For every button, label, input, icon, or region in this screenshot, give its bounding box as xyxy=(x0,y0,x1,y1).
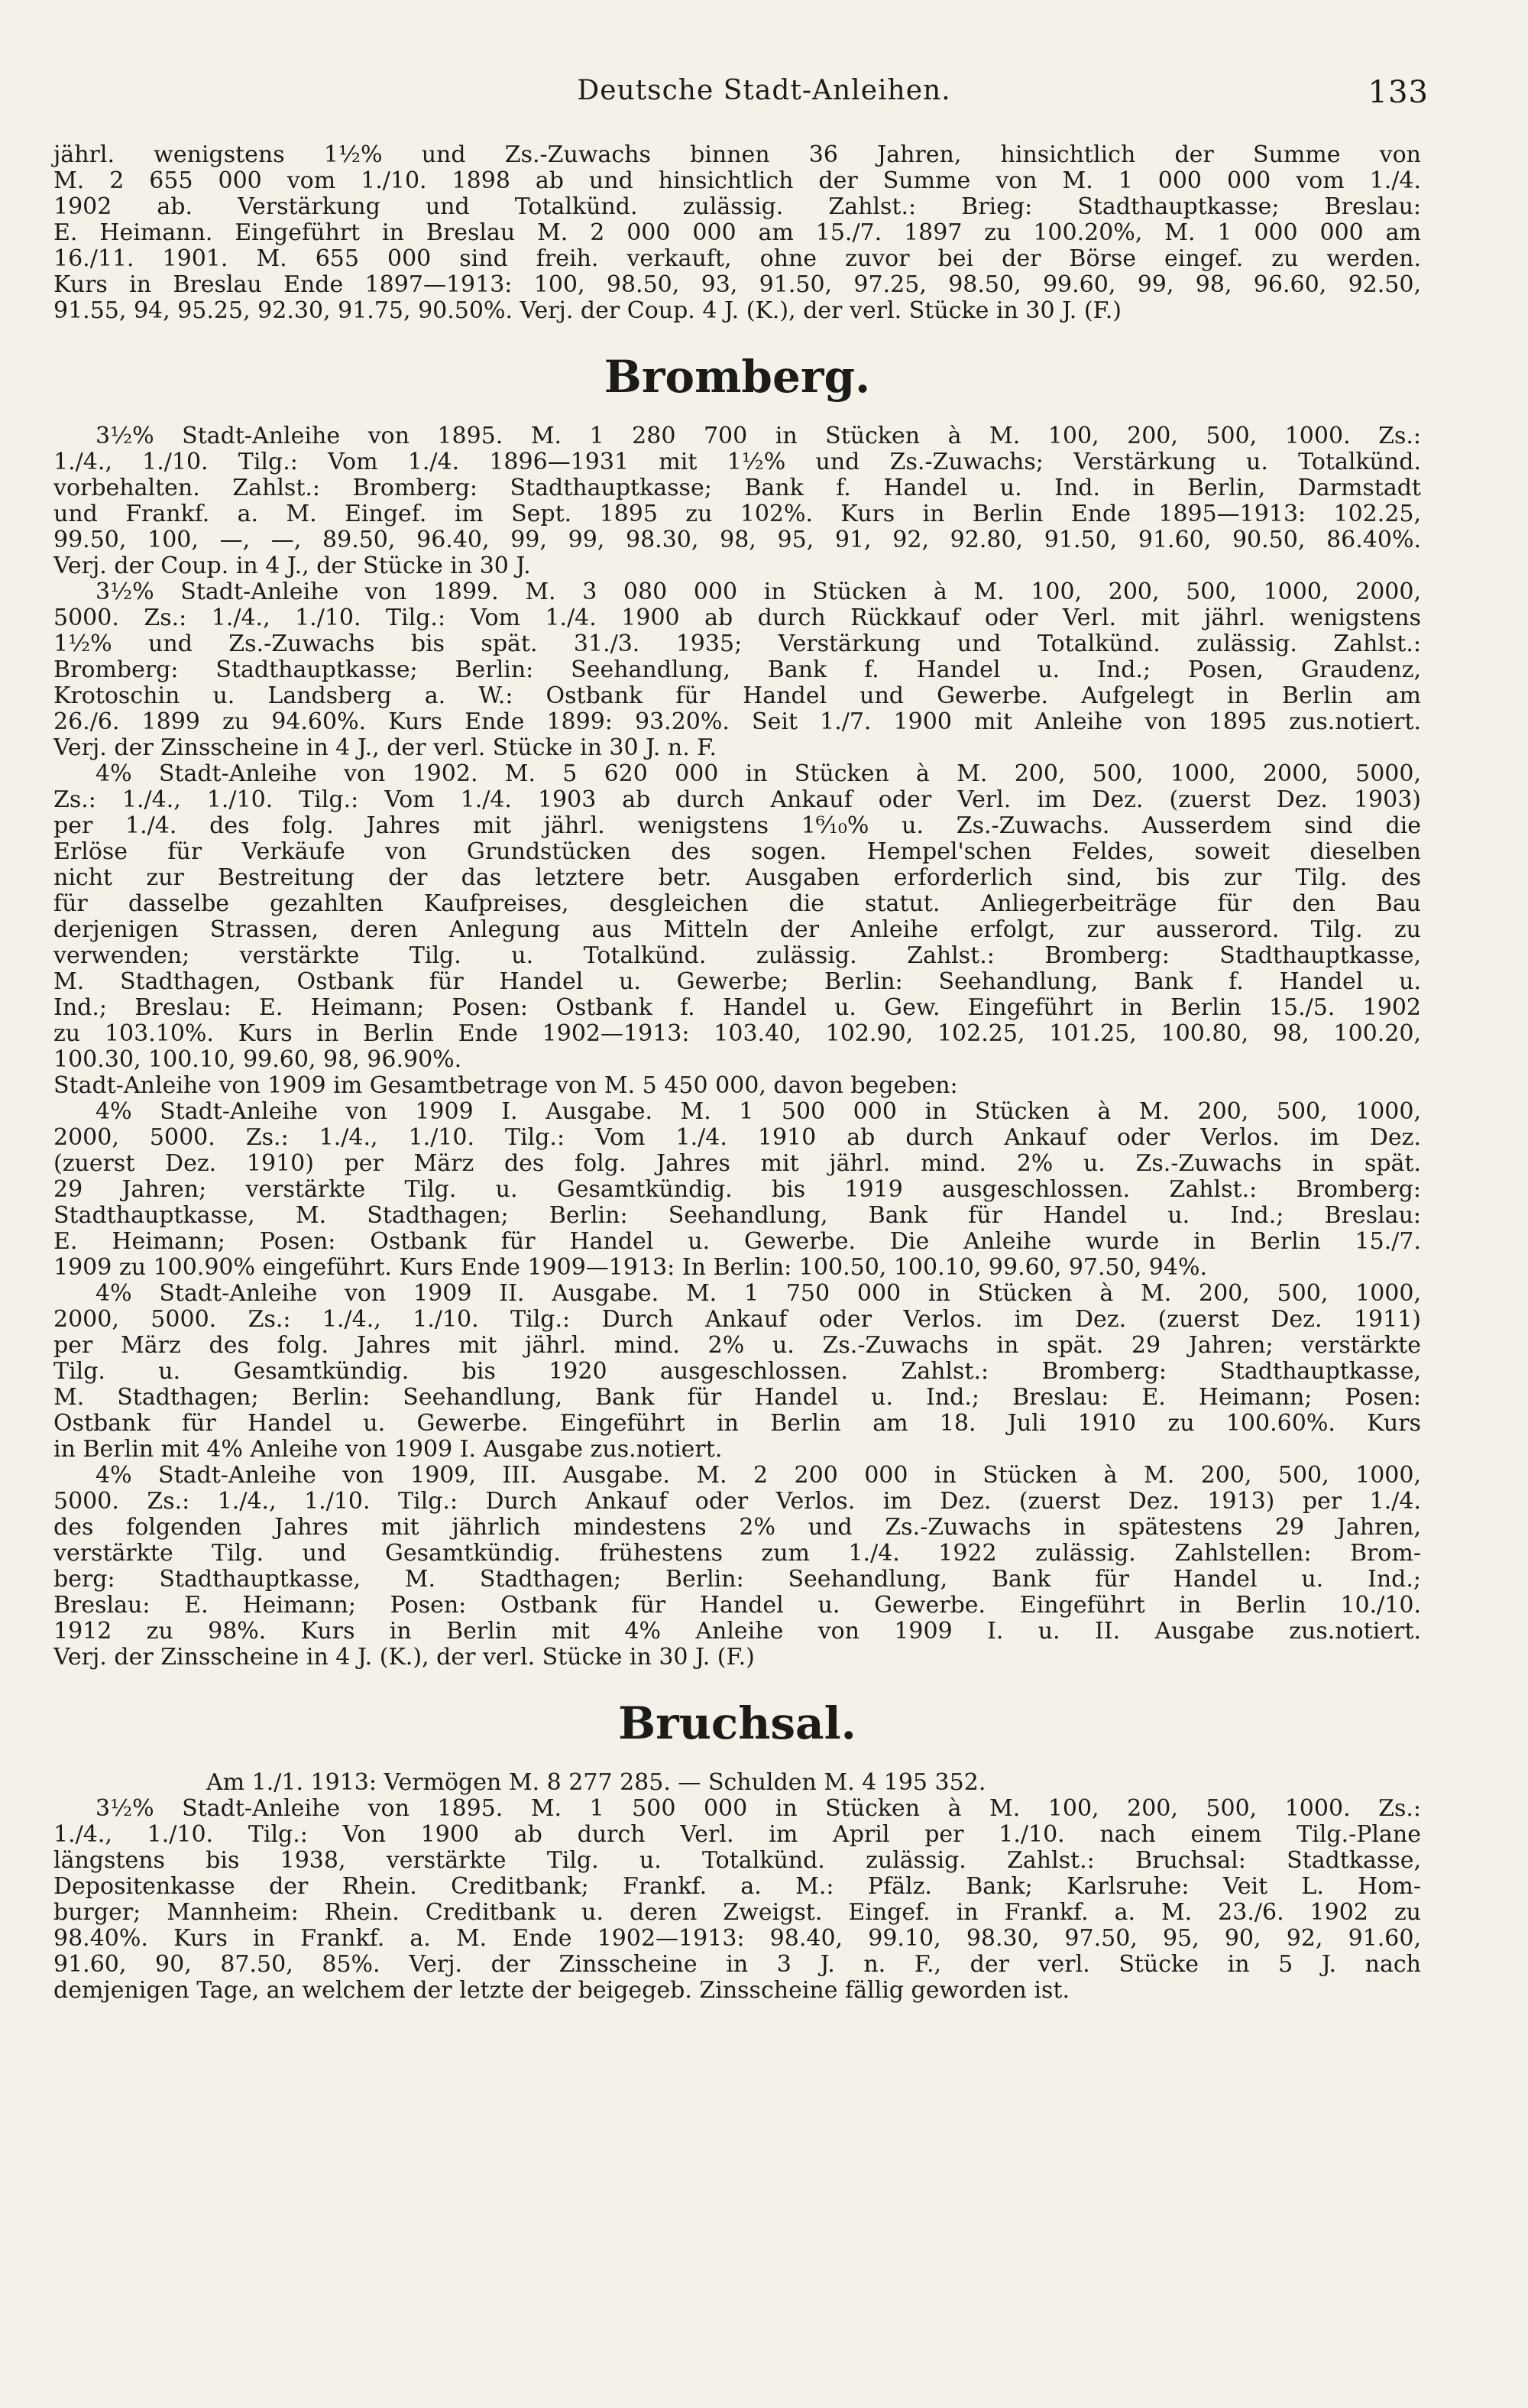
city-heading-bromberg: Bromberg. xyxy=(604,351,871,403)
text-line: 91.60, 90, 87.50, 85%. Verj. der Zinsscheine in 3 J. n. F., der verl. Stücke in 5 J. nach xyxy=(53,1951,1421,1978)
text-line: 3½% Stadt-Anleihe von 1895. M. 1 280 700 in Stücken à M. 100, 200, 500, 1000. Zs.: xyxy=(96,423,1421,449)
text-line: 1909 zu 100.90% eingeführt. Kurs Ende 1909—1913: In Berlin: 100.50, 100.10, 99.60, 97.50, 94%. xyxy=(53,1254,1208,1281)
text-line: Tilg. u. Gesamtkündig. bis 1920 ausgeschlossen. Zahlst.: Bromberg: Stadthauptkasse, xyxy=(53,1358,1421,1385)
text-line: berg: Stadthauptkasse, M. Stadthagen; Berlin: Seehandlung, Bank für Handel u. Ind.; xyxy=(53,1566,1421,1593)
text-line: burger; Mannheim: Rhein. Creditbank u. deren Zweigst. Eingef. in Frankf. a. M. 23./6. 1902 zu xyxy=(53,1899,1421,1926)
city-heading-bruchsal: Bruchsal. xyxy=(618,1697,856,1749)
loan-entry-1909-i xyxy=(53,1099,1421,1281)
loan-entry-1909-iii xyxy=(53,1463,1421,1671)
text-line: 16./11. 1901. M. 655 000 sind freih. verkauft, ohne zuvor bei der Börse eingef. zu werden. xyxy=(53,245,1421,272)
text-line: 1./4., 1./10. Tilg.: Von 1900 ab durch Verl. im April per 1./10. nach einem Tilg.-Plane xyxy=(53,1821,1421,1848)
text-line: verwenden; verstärkte Tilg. u. Totalkünd. zulässig. Zahlst.: Bromberg: Stadthauptkasse, xyxy=(53,942,1421,969)
text-line: zu 103.10%. Kurs in Berlin Ende 1902—1913: 103.40, 102.90, 102.25, 101.25, 100.80, 98, 100.20, xyxy=(53,1020,1421,1047)
page-header xyxy=(0,75,1528,113)
page-number: 133 xyxy=(1368,75,1429,110)
text-line: 1½% und Zs.-Zuwachs bis spät. 31./3. 1935; Verstärkung und Totalkünd. zulässig. Zahlst.: xyxy=(53,630,1421,657)
text-line: längstens bis 1938, verstärkte Tilg. u. Totalkünd. zulässig. Zahlst.: Bruchsal: Stadtkasse, xyxy=(53,1847,1421,1874)
loan-entry-1895 xyxy=(53,423,1421,579)
text-line: 2000, 5000. Zs.: 1./4., 1./10. Tilg.: Vom 1./4. 1910 ab durch Ankauf oder Verlos. im Dez. xyxy=(53,1124,1421,1151)
text-line: Depositenkasse der Rhein. Creditbank; Frankf. a. M.: Pfälz. Bank; Karlsruhe: Veit L. Hom- xyxy=(53,1873,1421,1900)
text-line: 98.40%. Kurs in Frankf. a. M. Ende 1902—1913: 98.40, 99.10, 98.30, 97.50, 95, 90, 92, 91.60, xyxy=(53,1925,1421,1952)
text-line: und Frankf. a. M. Eingef. im Sept. 1895 zu 102%. Kurs in Berlin Ende 1895—1913: 102.25, xyxy=(53,501,1421,527)
text-line: (zuerst Dez. 1910) per März des folg. Jahres mit jährl. mind. 2% u. Zs.-Zuwachs in spät. xyxy=(53,1150,1421,1177)
text-line: E. Heimann; Posen: Ostbank für Handel u. Gewerbe. Die Anleihe wurde in Berlin 15./7. xyxy=(53,1228,1421,1255)
text-line: M. Stadthagen, Ostbank für Handel u. Gewerbe; Berlin: Seehandlung, Bank f. Handel u. xyxy=(53,968,1421,995)
text-line: des folgenden Jahres mit jährlich mindestens 2% und Zs.-Zuwachs in spätestens 29 Jahren, xyxy=(53,1514,1421,1541)
text-line: E. Heimann. Eingeführt in Breslau M. 2 000 000 am 15./7. 1897 zu 100.20%, M. 1 000 000 am xyxy=(53,219,1421,246)
text-line: Stadt-Anleihe von 1909 im Gesamtbetrage von M. 5 450 000, davon begeben: xyxy=(53,1072,958,1099)
text-line: 4% Stadt-Anleihe von 1902. M. 5 620 000 in Stücken à M. 200, 500, 1000, 2000, 5000, xyxy=(96,760,1421,787)
text-line: 3½% Stadt-Anleihe von 1899. M. 3 080 000 in Stücken à M. 100, 200, 500, 1000, 2000, xyxy=(96,579,1421,605)
text-line: Kurs in Breslau Ende 1897—1913: 100, 98.50, 93, 91.50, 97.25, 98.50, 99.60, 99, 98, 96.60, 92.50, xyxy=(53,271,1421,298)
text-line: für dasselbe gezahlten Kaufpreises, desgleichen die statut. Anliegerbeiträge für den Bau xyxy=(53,890,1421,917)
text-line: Krotoschin u. Landsberg a. W.: Ostbank für Handel und Gewerbe. Aufgelegt in Berlin am xyxy=(53,682,1421,709)
loan-entry-1909-ii xyxy=(53,1281,1421,1463)
text-line: jährl. wenigstens 1½% und Zs.-Zuwachs binnen 36 Jahren, hinsichtlich der Summe von xyxy=(53,141,1421,168)
text-line: verstärkte Tilg. und Gesamtkündig. frühestens zum 1./4. 1922 zulässig. Zahlstellen: Brom- xyxy=(53,1540,1421,1567)
text-line: 4% Stadt-Anleihe von 1909, III. Ausgabe. M. 2 200 000 in Stücken à M. 200, 500, 1000, xyxy=(96,1462,1421,1489)
text-line: M. Stadthagen; Berlin: Seehandlung, Bank für Handel u. Ind.; Breslau: E. Heimann; Posen: xyxy=(53,1384,1421,1411)
finance-note: Am 1./1. 1913: Vermögen M. 8 277 285. — Schulden M. 4 195 352. xyxy=(206,1769,986,1796)
continued-entry xyxy=(53,142,1421,324)
text-line: 29 Jahren; verstärkte Tilg. u. Gesamtkündig. bis 1919 ausgeschlossen. Zahlst.: Bromberg: xyxy=(53,1176,1421,1203)
text-line: 26./6. 1899 zu 94.60%. Kurs Ende 1899: 93.20%. Seit 1./7. 1900 mit Anleihe von 1895 zus.notiert. xyxy=(53,708,1421,735)
text-line: per 1./4. des folg. Jahres mit jährl. wenigstens 1⁶⁄₁₀% u. Zs.-Zuwachs. Ausserdem sind die xyxy=(53,812,1421,839)
loan-entry-1902 xyxy=(53,761,1421,1073)
loan-entry-1899 xyxy=(53,579,1421,761)
text-line: Stadthauptkasse, M. Stadthagen; Berlin: Seehandlung, Bank für Handel u. Ind.; Breslau: xyxy=(53,1202,1421,1229)
text-line: derjenigen Strassen, deren Anlegung aus Mitteln der Anleihe erfolgt, zur ausserord. Tilg. zu xyxy=(53,916,1421,943)
page-body xyxy=(53,142,1421,2004)
text-line: 1./4., 1./10. Tilg.: Vom 1./4. 1896—1931 mit 1½% und Zs.-Zuwachs; Verstärkung u. Totalkünd. xyxy=(53,449,1421,475)
text-line: 4% Stadt-Anleihe von 1909 I. Ausgabe. M. 1 500 000 in Stücken à M. 200, 500, 1000, xyxy=(96,1098,1421,1125)
text-line: per März des folg. Jahres mit jährl. mind. 2% u. Zs.-Zuwachs in spät. 29 Jahren; verstärkte xyxy=(53,1332,1421,1359)
text-line: 91.55, 94, 95.25, 92.30, 91.75, 90.50%. Verj. der Coup. 4 J. (K.), der verl. Stücke in 30 J. (F.) xyxy=(53,297,1122,324)
text-line: 99.50, 100, —, —, 89.50, 96.40, 99, 99, 98.30, 98, 95, 91, 92, 92.80, 91.50, 91.60, 90.50, 86.40%. xyxy=(53,527,1421,553)
loan-entry-1909-summary xyxy=(53,1073,1421,1099)
text-line: 4% Stadt-Anleihe von 1909 II. Ausgabe. M. 1 750 000 in Stücken à M. 200, 500, 1000, xyxy=(96,1280,1421,1307)
text-line: 100.30, 100.10, 99.60, 98, 96.90%. xyxy=(53,1046,462,1073)
text-line: 5000. Zs.: 1./4., 1./10. Tilg.: Vom 1./4. 1900 ab durch Rückkauf oder Verl. mit jährl. wenigstens xyxy=(53,604,1421,631)
text-line: Ostbank für Handel u. Gewerbe. Eingeführt in Berlin am 18. Juli 1910 zu 100.60%. Kurs xyxy=(53,1410,1421,1437)
text-line: Breslau: E. Heimann; Posen: Ostbank für Handel u. Gewerbe. Eingeführt in Berlin 10./10. xyxy=(53,1592,1421,1619)
text-line: 2000, 5000. Zs.: 1./4., 1./10. Tilg.: Durch Ankauf oder Verlos. im Dez. (zuerst Dez. 1911) xyxy=(53,1306,1421,1333)
text-line: 3½% Stadt-Anleihe von 1895. M. 1 500 000 in Stücken à M. 100, 200, 500, 1000. Zs.: xyxy=(96,1795,1421,1822)
text-line: 5000. Zs.: 1./4., 1./10. Tilg.: Durch Ankauf oder Verlos. im Dez. (zuerst Dez. 1913) per 1./4. xyxy=(53,1488,1421,1515)
text-line: in Berlin mit 4% Anleihe von 1909 I. Ausgabe zus.notiert. xyxy=(53,1436,723,1463)
text-line: M. 2 655 000 vom 1./10. 1898 ab und hinsichtlich der Summe von M. 1 000 000 vom 1./4. xyxy=(53,167,1421,194)
text-line: 1902 ab. Verstärkung und Totalkünd. zulässig. Zahlst.: Brieg: Stadthauptkasse; Breslau: xyxy=(53,193,1421,220)
text-line: Zs.: 1./4., 1./10. Tilg.: Vom 1./4. 1903 ab durch Ankauf oder Verl. im Dez. (zuerst Dez. 1903) xyxy=(53,786,1421,813)
text-line: Verj. der Zinsscheine in 4 J. (K.), der verl. Stücke in 30 J. (F.) xyxy=(53,1644,755,1671)
text-line: Erlöse für Verkäufe von Grundstücken des sogen. Hempel'schen Feldes, soweit dieselben xyxy=(53,838,1421,865)
loan-entry-bruchsal-1895 xyxy=(53,1796,1421,2004)
text-line: Verj. der Coup. in 4 J., der Stücke in 30 J. xyxy=(53,553,531,579)
text-line: vorbehalten. Zahlst.: Bromberg: Stadthauptkasse; Bank f. Handel u. Ind. in Berlin, Darmstadt xyxy=(53,475,1421,501)
text-line: 1912 zu 98%. Kurs in Berlin mit 4% Anleihe von 1909 I. u. II. Ausgabe zus.notiert. xyxy=(53,1618,1421,1645)
text-line: Ind.; Breslau: E. Heimann; Posen: Ostbank f. Handel u. Gew. Eingeführt in Berlin 15./5. 1902 xyxy=(53,994,1421,1021)
text-line: Verj. der Zinsscheine in 4 J., der verl. Stücke in 30 J. n. F. xyxy=(53,734,717,761)
text-line: demjenigen Tage, an welchem der letzte der beigegeb. Zinsscheine fällig geworden ist. xyxy=(53,1977,1070,2004)
text-line: nicht zur Bestreitung der das letztere betr. Ausgaben erforderlich sind, bis zur Tilg. des xyxy=(53,864,1421,891)
running-title: Deutsche Stadt-Anleihen. xyxy=(577,75,951,106)
text-line: Bromberg: Stadthauptkasse; Berlin: Seehandlung, Bank f. Handel u. Ind.; Posen, Graudenz, xyxy=(53,656,1421,683)
